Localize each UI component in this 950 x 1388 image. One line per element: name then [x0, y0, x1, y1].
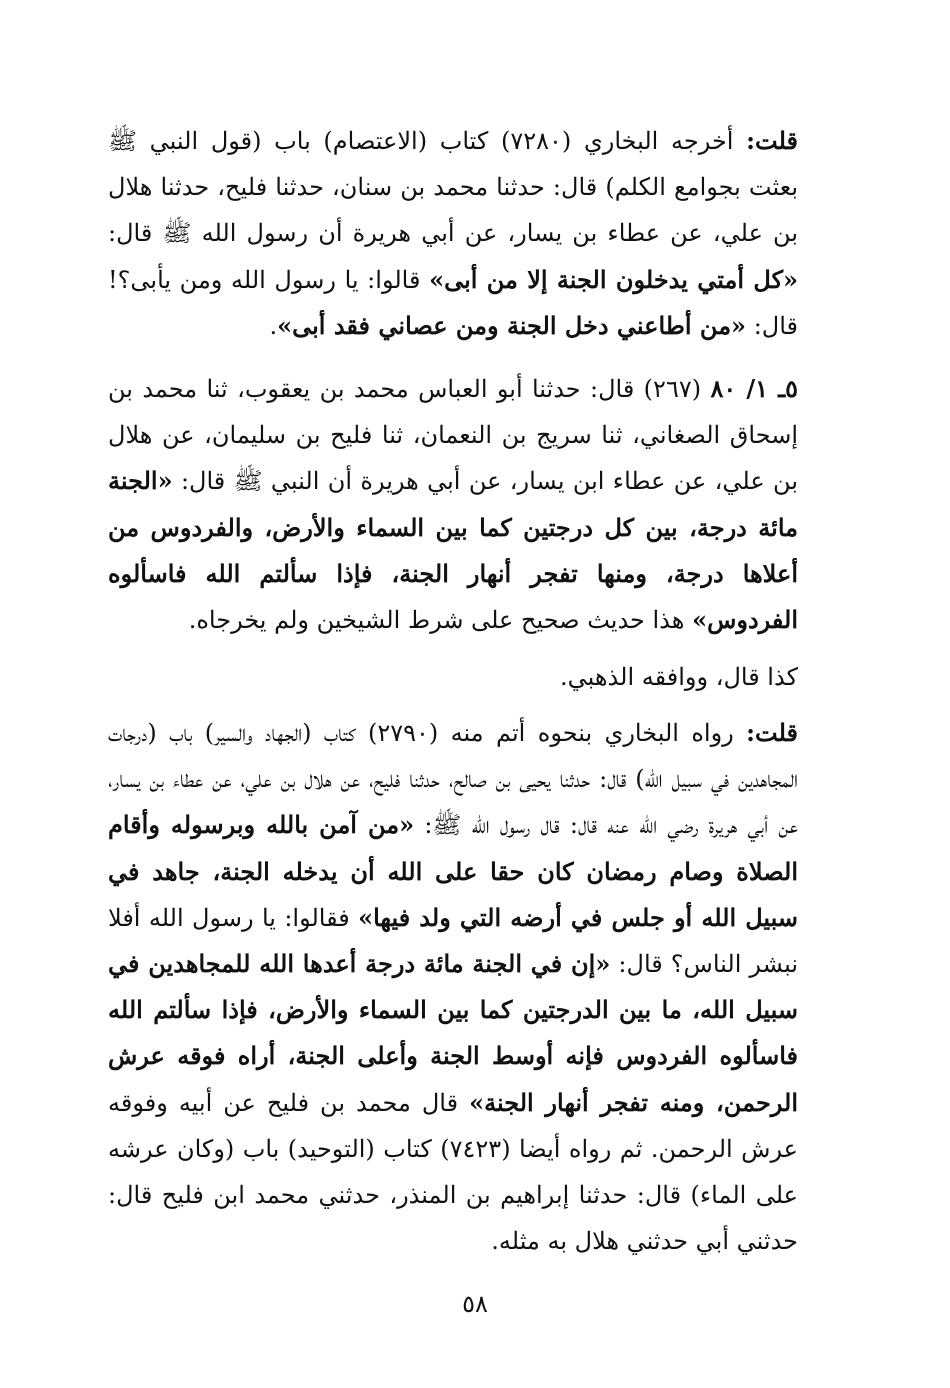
paragraph-1-hadith-2: «من أطاعني دخل الجنة ومن عصاني فقد أبى» — [277, 310, 747, 340]
paragraph-4-text-1: رواه البخاري بنحوه أتم منه (٢٧٩٠) كتاب (الجهاد والسير) باب (درجات المجاهدين في سبيل الله) قال: حدثنا يحيى بن صالح، حدثنا فليح، عن هلال بن علي، عن عطاء بن يسار، عن أبي هريرة رضي الله عنه قال: قال رسول الله ﷺ: — [108, 719, 798, 840]
paragraph-4-text-3: قال محمد بن فليح عن أبيه وفوقه عرش الرحمن. ثم رواه أيضا (٧٤٢٣) كتاب (التوحيد) باب (وكان عرشه على الماء) قال: حدثنا إبراهيم بن المنذر، حدثني محمد ابن فليح قال: حدثني أبي حدثني هلال به مثله. — [108, 1088, 799, 1256]
paragraph-2-hadith: «الجنة مائة درجة، بين كل درجتين كما بين السماء والأرض، والفردوس من أعلاها درجة، ومنها تفجر أنهار الجنة، فإذا سألتم الله فاسألوه الفردوس» — [108, 466, 798, 635]
paragraph-1-text-3: . — [269, 311, 278, 340]
paragraph-2-text-2: هذا حديث صحيح على شرط الشيخين ولم يخرجاه. — [188, 606, 693, 635]
paragraph-1 — [108, 118, 824, 349]
paragraph-1-text-1: أخرجه البخاري (٧٢٨٠) كتاب (الاعتصام) باب (قول النبي ﷺ بعثت بجوامع الكلم) قال: حدثنا محمد بن سنان، حدثنا فليح، حدثنا هلال بن علي، عن عطاء بن يسار، عن أبي هريرة أن رسول الله ﷺ قال: — [108, 127, 799, 248]
paragraph-2-lead: ٥ـ ١/ ٨٠ — [710, 374, 798, 403]
paragraph-4-text-2: فقالوا: يا رسول الله أفلا نبشر الناس؟ قال: — [108, 903, 799, 979]
paragraph-4-hadith-2: «إن في الجنة مائة درجة أعدها الله للمجاهدين في سبيل الله، ما بين الدرجتين كما بين السماء والأرض، فإذا سألتم الله فاسألوه الفردوس فإنه أوسط الجنة وأعلى الجنة، أراه فوقه عرش الرحمن، ومنه تفجر أنهار الجنة» — [108, 949, 799, 1117]
paragraph-4-hadith-1: «من آمن بالله وبرسوله وأقام الصلاة وصام رمضان كان حقا على الله أن يدخله الجنة، جاهد في سبيل الله أو جلس في أرضه التي ولد فيها» — [108, 810, 798, 932]
paragraph-2 — [108, 366, 824, 643]
paragraph-2-text-1: (٢٦٧) قال: حدثنا أبو العباس محمد بن يعقوب، ثنا محمد بن إسحاق الصغاني، ثنا سريج بن النعمان، ثنا فليح بن سليمان، عن هلال بن علي، عن عطاء ابن يسار، عن أبي هريرة أن النبي ﷺ قال: — [108, 375, 798, 496]
page-number: ٥٨ — [462, 1290, 488, 1318]
paragraph-1-lead: قلت: — [746, 126, 798, 155]
paragraph-1-hadith-1: «كل أمتي يدخلون الجنة إلا من أبى» — [429, 264, 798, 294]
paragraph-3-text: كذا قال، ووافقه الذهبي. — [560, 663, 798, 691]
paragraph-3 — [108, 654, 824, 700]
paragraph-1-text-2: قالوا: يا رسول الله ومن يأبى؟! قال: — [108, 265, 798, 340]
paragraph-4 — [108, 710, 824, 1264]
paragraph-4-lead: قلت: — [746, 718, 799, 747]
